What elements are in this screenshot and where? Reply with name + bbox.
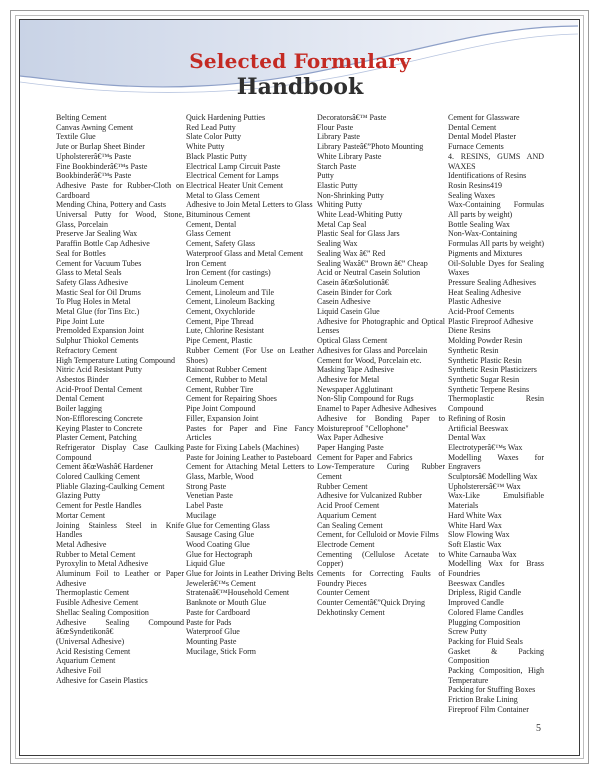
index-entry: Paste for Joining Leather to Pasteboard [186, 452, 312, 462]
index-entry: Wax Paper Adhesive [317, 433, 384, 443]
index-entry: Boiler lagging [56, 404, 102, 414]
index-entry: Synthetic Terpene Resins [448, 384, 530, 394]
index-entry: Gasket & Packing Composition [448, 646, 544, 666]
index-column-4 [448, 113, 544, 715]
index-entry: Adhesive to Join Metal Letters to Glass [186, 200, 313, 210]
index-entry: Modelling Wax for Brass Foundries [448, 559, 544, 579]
index-entry: Fireproof Film Container [448, 704, 529, 714]
index-entry: Glass Cement [186, 229, 231, 239]
index-entry: Upholsterersâ€™ Wax [448, 481, 521, 491]
index-entry: Cement, Linoleum and Tile [186, 287, 274, 297]
index-entry: Adhesive for Metal [317, 374, 380, 384]
index-entry: Adhesive for Casein Plastics [56, 675, 148, 685]
index-column-3 [317, 113, 445, 618]
index-entry: White Carnauba Wax [448, 549, 517, 559]
index-entry: Paraffin Bottle Cap Adhesive [56, 239, 150, 249]
index-entry: Cement, Pipe Thread [186, 316, 254, 326]
index-entry: Artificial Beeswax [448, 423, 509, 433]
index-entry: Nitric Acid Resistant Putty [56, 365, 142, 375]
document-subtitle: Handbook [236, 74, 364, 100]
index-entry: Aluminum Foil to Leather or Paper Adhesive [56, 569, 184, 588]
index-entry: Putty [317, 171, 334, 181]
index-entry: Label Paste [186, 501, 224, 511]
index-entry: Packing Composition, High Temperature [448, 666, 544, 685]
index-entry: Can Sealing Cement [317, 520, 383, 530]
index-entry: Mucilage, Stick Form [186, 646, 256, 656]
index-entry: Non-Slip Compound for Rugs [317, 394, 414, 404]
index-entry: Paste for Fixing Labels (Machines) [186, 442, 299, 452]
index-entry: Packing for Stuffing Boxes [448, 685, 536, 695]
index-entry: Pressure Sealing Adhesives [448, 277, 536, 287]
index-entry: Identifications of Resins [448, 171, 527, 181]
index-entry: Pastes for Paper and Fine Fancy Articles [186, 423, 314, 443]
index-entry: Counter Cementâ€”Quick Drying [317, 598, 425, 608]
index-entry: Plugging Composition [448, 617, 521, 627]
index-entry: Liquid Casein Glue [317, 307, 380, 317]
index-entry: Black Plastic Putty [186, 151, 247, 161]
index-entry: Low-Temperature Curing Rubber Cement [317, 462, 445, 482]
index-entry: Sausage Casing Glue [186, 530, 254, 540]
index-entry: Canvas Awning Cement [56, 122, 134, 132]
index-entry: Heat Sealing Adhesive [448, 287, 521, 297]
index-entry: Adhesive Foil [56, 666, 102, 676]
index-entry: Jute or Burlap Sheet Binder [56, 142, 145, 152]
index-entry: Dripless, Rigid Candle [448, 588, 522, 598]
document-title: Selected Formulary [189, 49, 411, 73]
index-entry: Metal to Glass Cement [186, 190, 260, 200]
index-entry: Mucilage [186, 510, 217, 520]
index-entry: Cementing (Cellulose Acetate to Copper) [317, 549, 445, 569]
index-entry: White Library Paste [317, 151, 382, 161]
index-entry: Library Pasteâ€”Photo Mounting [317, 142, 424, 152]
index-entry: Thermoplastic Resin Compound [448, 394, 544, 414]
index-entry: Upholstererâ€™s Paste [56, 151, 132, 161]
index-entry: Lute, Chlorine Resistant [186, 326, 264, 336]
index-entry: Pipe Joint Compound [186, 404, 256, 414]
index-entry: Asbestos Binder [56, 374, 109, 384]
index-entry: Synthetic Plastic Resin [448, 355, 522, 365]
index-entry: Textile Glue [56, 132, 96, 142]
index-entry: Cement â€œWashâ€ Hardener [56, 462, 154, 472]
index-entry: Acid-Proof Dental Cement [56, 384, 143, 394]
index-entry: Diene Resins [448, 326, 491, 336]
index-entry: Thermoplastic Cement [56, 588, 130, 598]
index-entry: Decoratorsâ€™ Paste [317, 113, 387, 122]
index-entry: Friction Brake Lining [448, 695, 518, 705]
index-entry: Modelling Waxes for Engravers [448, 452, 544, 472]
index-entry: Filler, Expansion Joint [186, 413, 259, 423]
index-entry: Rubber Cement (For Use on Leather Shoes) [186, 345, 314, 365]
index-entry: Synthetic Sugar Resin [448, 374, 520, 384]
index-entry: Electrotyperâ€™s Wax [448, 442, 523, 452]
index-entry: Paste for Cardboard [186, 607, 250, 617]
index-entry: Mounting Paste [186, 636, 237, 646]
index-entry: Iron Cement [186, 258, 227, 268]
index-entry: Colored Flame Candles [448, 607, 524, 617]
index-entry: Glue for Hectograph [186, 549, 253, 559]
index-entry: Adhesives for Glass and Porcelain [317, 345, 428, 355]
index-entry: Slow Flowing Wax [448, 530, 510, 540]
index-entry: Non-Wax-Containing Formulas All parts by weight) [448, 229, 544, 249]
index-entry: Pipe Joint Lute [56, 316, 105, 326]
index-entry: Paper Hanging Paste [317, 442, 384, 452]
index-entry: Venetian Paste [186, 491, 233, 501]
index-entry: Cement for Wood, Porcelain etc. [317, 355, 422, 365]
index-entry: Library Paste [317, 132, 360, 142]
index-entry: Casein Adhesive [317, 297, 371, 307]
index-entry: Linoleum Cement [186, 277, 244, 287]
index-entry: Flour Paste [317, 122, 354, 132]
index-entry: Enamel to Paper Adhesive Adhesives [317, 404, 437, 414]
index-entry: Sulphur Thiokol Cements [56, 336, 139, 346]
index-entry: Wax-Like Emulsifiable Materials [448, 491, 544, 511]
index-entry: Adhesive for Vulcanized Rubber [317, 491, 422, 501]
index-entry: Strong Paste [186, 481, 227, 491]
index-entry: Bituminous Cement [186, 210, 251, 220]
index-entry: Casein Binder for Cork [317, 287, 392, 297]
index-entry: Packing for Fluid Seals [448, 636, 523, 646]
index-entry: Improved Candle [448, 598, 504, 608]
index-entry: To Plug Holes in Metal [56, 297, 131, 307]
index-entry: Glue for Joints in Leather Driving Belts [186, 569, 314, 579]
index-entry: Counter Cement [317, 588, 370, 598]
index-entry: High Temperature Luting Compound [56, 355, 176, 365]
index-entry: Sealing Wax â€” Red [317, 248, 386, 258]
index-entry: Acid or Neutral Casein Solution [317, 268, 421, 278]
index-entry: Cement, Oxychloride [186, 307, 255, 317]
index-entry: Casein â€œSolutionâ€ [317, 277, 389, 287]
index-entry: Mastic Seal for Oil Drums [56, 287, 141, 297]
index-entry: Refrigerator Display Case Caulking Compound [56, 442, 184, 462]
index-entry: Dental Cement [448, 122, 497, 132]
index-entry: Adhesive Paste for Rubber-Cloth on Cardboard [56, 180, 184, 200]
index-entry: Acid Resisting Cement [56, 646, 131, 656]
index-column-2 [186, 113, 314, 656]
index-entry: Cement, Safety Glass [186, 239, 256, 249]
index-entry: Glazing Putty [56, 491, 101, 501]
index-entry: Acid-Proof Cements [448, 307, 514, 317]
index-entry: Mortar Cement [56, 510, 106, 520]
index-entry: Sealing Waxâ€” Brown â€” Cheap [317, 258, 428, 268]
index-entry: Universal Putty for Wood, Stone, Glass, Porcelain [56, 210, 184, 229]
index-entry: Synthetic Resin [448, 345, 499, 355]
index-entry: Cement for Pestle Handles [56, 501, 142, 511]
index-entry: Dekhotinsky Cement [317, 607, 385, 617]
index-entry: Safety Glass Adhesive [56, 277, 128, 287]
index-entry: Colored Caulking Cement [56, 472, 140, 482]
index-entry: Fine Bookbinderâ€™s Paste [56, 161, 148, 171]
index-entry: Waterproof Glue [186, 627, 240, 637]
index-entry: Plastic Adhesive [448, 297, 502, 307]
index-entry: Sculptorsâ€ Modelling Wax [448, 472, 538, 482]
index-entry: Sealing Wax [317, 239, 358, 249]
index-entry: Quick Hardening Putties [186, 113, 266, 122]
index-entry: Shellac Sealing Composition [56, 607, 149, 617]
index-entry: Paste for Pads [186, 617, 232, 627]
index-entry: Waterproof Glass and Metal Cement [186, 248, 304, 258]
index-entry: Metal Adhesive [56, 539, 107, 549]
index-entry: Metal Glue (for Tins Etc.) [56, 307, 140, 317]
index-column-1 [56, 113, 184, 685]
index-entry: Glue for Cementing Glass [186, 520, 270, 530]
index-entry: Electrical Cement for Lamps [186, 171, 279, 181]
index-entry: Cement, Linoleum Backing [186, 297, 275, 307]
index-entry: Hard White Wax [448, 510, 502, 520]
index-entry: Wax-Containing Formulas All parts by weight) [448, 200, 544, 220]
index-entry: Screw Putty [448, 627, 487, 637]
index-entry: Fusible Adhesive Cement [56, 598, 139, 608]
page-number: 5 [536, 723, 541, 734]
index-entry: Dental Model Plaster [448, 132, 516, 142]
index-entry: Adhesive for Photographic and Optical Lenses [317, 316, 445, 336]
index-entry: Dental Cement [56, 394, 105, 404]
index-entry: Electrical Lamp Circuit Paste [186, 161, 281, 171]
index-entry: Dental Wax [448, 433, 486, 443]
index-entry: Jewelerâ€™s Cement [186, 578, 256, 588]
index-entry: Slate Color Putty [186, 132, 242, 142]
index-entry: Rubber to Metal Cement [56, 549, 136, 559]
index-entry: Oil-Soluble Dyes for Sealing Waxes [448, 258, 544, 278]
index-entry: Banknote or Mouth Glue [186, 598, 267, 608]
index-entry: Iron Cement (for castings) [186, 268, 271, 278]
index-entry: Bottle Sealing Wax [448, 219, 510, 229]
index-entry: Red Lead Putty [186, 122, 236, 132]
index-entry: Pyroxylin to Metal Adhesive [56, 559, 149, 569]
index-entry: Cements for Correcting Faults of Foundry Pieces [317, 569, 445, 588]
index-entry: Acid Proof Cement [317, 501, 380, 511]
index-entry: Starch Paste [317, 161, 357, 171]
index-entry: Cement, Dental [186, 219, 237, 229]
index-entry: (Universal Adhesive) [56, 636, 125, 646]
index-entry: Belting Cement [56, 113, 107, 122]
index-entry: Preserve Jar Sealing Wax [56, 229, 138, 239]
index-entry: Plaster Cement, Patching [56, 433, 137, 443]
index-entry: Stratenaâ€™Household Cement [186, 588, 290, 598]
index-entry: Cement, Rubber Tire [186, 384, 254, 394]
index-entry: Seal for Bottles [56, 248, 106, 258]
index-entry: Adhesive for Bonding Paper to Moistureproof "Cellophone" [317, 413, 445, 433]
index-entry: 4. RESINS, GUMS AND WAXES [448, 151, 544, 171]
index-entry: Non-Shrinking Putty [317, 190, 384, 200]
index-entry: Rubber Cement [317, 481, 368, 491]
index-entry: Non-Efflorescing Concrete [56, 413, 143, 423]
index-entry: Beeswax Candles [448, 578, 505, 588]
index-entry: Cement for Paper and Fabrics [317, 452, 413, 462]
index-entry: Aquarium Cement [56, 656, 116, 666]
index-entry: Electrical Heater Unit Cement [186, 180, 284, 190]
index-entry: Sealing Waxes [448, 190, 495, 200]
index-entry: Cement for Attaching Metal Letters to Glass, Marble, Wood [186, 462, 314, 482]
index-entry: Elastic Putty [317, 180, 358, 190]
index-entry: Raincoat Rubber Cement [186, 365, 267, 375]
index-entry: Cement for Glassware [448, 113, 520, 122]
index-entry: Aquarium Cement [317, 510, 377, 520]
index-entry: Cement for Repairing Shoes [186, 394, 277, 404]
index-entry: White Putty [186, 142, 225, 152]
index-entry: Molding Powder Resin [448, 336, 523, 346]
index-entry: Refractory Cement [56, 345, 118, 355]
index-entry: Adhesive Sealing Compound â€œSyndetikonâ€ [56, 617, 184, 637]
index-entry: White Hard Wax [448, 520, 502, 530]
index-entry: Rosin Resins419 [448, 180, 503, 190]
index-entry: Plastic Fireproof Adhesive [448, 316, 534, 326]
index-entry: Pliable Glazing-Caulking Cement [56, 481, 165, 491]
index-entry: Cement, Rubber to Metal [186, 374, 268, 384]
index-entry: Optical Glass Cement [317, 336, 388, 346]
index-entry: Soft Elastic Wax [448, 539, 502, 549]
index-entry: Glass to Metal Seals [56, 268, 122, 278]
index-entry: Metal Cap Seal [317, 219, 367, 229]
index-entry: Plastic Seal for Glass Jars [317, 229, 400, 239]
index-entry: Furnace Cements [448, 142, 504, 152]
index-entry: Bookbinderâ€™s Paste [56, 171, 132, 181]
index-entry: Keying Plaster to Concrete [56, 423, 143, 433]
index-entry: Wood Coating Glue [186, 539, 250, 549]
index-entry: Pigments and Mixtures [448, 248, 523, 258]
index-entry: Whiting Putty [317, 200, 363, 210]
index-entry: Premolded Expansion Joint [56, 326, 144, 336]
index-entry: Synthetic Resin Plasticizers [448, 365, 537, 375]
index-entry: Joining Stainless Steel in Knife Handles [56, 520, 184, 540]
index-entry: Liquid Glue [186, 559, 225, 569]
index-entry: Masking Tape Adhesive [317, 365, 395, 375]
index-entry: Refining of Rosin [448, 413, 506, 423]
index-entry: White Lead-Whiting Putty [317, 210, 403, 220]
index-entry: Cement for Vacuum Tubes [56, 258, 142, 268]
index-entry: Mending China, Pottery and Casts [56, 200, 166, 210]
index-entry: Newspaper Agglutinant [317, 384, 393, 394]
index-entry: Electrode Cement [317, 539, 375, 549]
index-entry: Cement, for Celluloid or Movie Films [317, 530, 439, 540]
index-entry: Pipe Cement, Plastic [186, 336, 253, 346]
